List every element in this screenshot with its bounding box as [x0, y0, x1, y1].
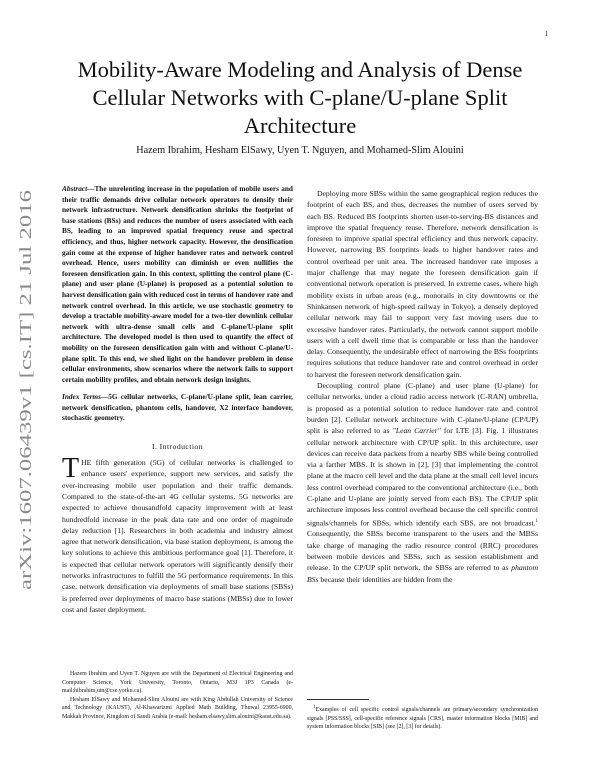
cp-up-split-text-a: Decoupling control plane (C-plane) and user plane (U-plane) for cellular networks, under a cloud radio access network (C-RAN) umbrella, is proposed as a potential solution to reduce handover rate and control burden [2]. Cellular network architecture with C-plane/U-plane (CP/UP) split is also referred to as: [307, 381, 538, 436]
author-affiliation-footnotes: [62, 670, 293, 722]
introduction-text: HE fifth generation (5G) of cellular networks is challenged to enhance users' experience, support new services, and satisfy the ever-increasing mobile user population and their traffic demands. Compared to the state-of-the-art 4G cellular systems, 5G networks are expected to achieve thousandfold capacity improvement with at least hundredfold increase in the peak data rate and one order of magnitude delay reduction [1]. Researchers in both academia and industry almost agree that network densification, via base station deployment, is among the key solutions to achieve this ambitious performance goal [1]. Therefore, it is expected that cellular network operators will significantly densify their networks infrastructures to fulfill the 5G performance requirements. In this case, network densification via deployments of small base stations (SBSs) is preferred over deployments of macro base stations (MBSs) due to lower cost and faster deployment.: [62, 458, 293, 614]
author-list: Hazem Ibrahim, Hesham ElSawy, Uyen T. Nguyen, and Mohamed-Slim Alouini: [136, 145, 464, 156]
cp-up-split-text-c: Consequently, the SBSs become transparent to the users and the MBSs take charge of managing the radio resource control (RRC) procedures between mobile devices and SBSs, such as session establishment and release. In the CP/UP split network, the SBSs are referred to as: [307, 529, 538, 573]
phantom-bs-term: phantom BSs: [307, 563, 538, 584]
page-number: 1: [544, 30, 548, 38]
section-heading-introduction: I. Introduction: [151, 442, 204, 452]
affiliation-footnote-kaust: Hesham ElSawy and Mohamed-Slim Alouini are with King Abdullah University of Science and Technology (KAUST), Al-Khawarizmi Applied Math Building, Thuwal 23955-6900, Makkah Province, Kingdom of Saudi Arabia (e-mail: hesham.elsawy,slim.alouini@kaust.edu.sa).: [62, 696, 293, 720]
cp-up-split-text-b: for LTE [3]. Fig. 1 illustrates cellular network architecture with CP/UP split. In this architecture, user devices can receive data packets from a nearby SBS while being controlled via a farther MBS. It is shown in [2], [3] that implementing the control plane at the macro cell level and the data plane at the small cell level incurs less control overhead compared to the conventional architecture (i.e., both C-plane and U-plane are jointly served from each BS). The CP/UP split architecture imposes less control overhead because the cell specific control signals/channels for SBSs, which identify each SBS, are not broadcast.: [307, 426, 539, 528]
right-column: [307, 188, 538, 585]
arxiv-identifier-stamp: [14, 190, 36, 590]
lean-carrier-term: "Lean Carrier": [392, 426, 441, 436]
control-signal-footnote-text: [307, 704, 538, 732]
cp-up-split-paragraph: [307, 380, 538, 585]
left-column: [62, 184, 293, 615]
control-signal-footnote-marker: 1: [313, 705, 316, 710]
footnote-divider: [307, 699, 369, 700]
title-line-2: Cellular Networks with C-plane/U-plane Split: [92, 85, 508, 110]
abstract-label: Abstract: [62, 184, 88, 193]
index-terms-text: —5G cellular networks, C-plane/U-plane split, lean carrier, network densification, phantom cells, handover, X2 interface handover, stochastic geometry.: [62, 392, 293, 423]
index-terms-label: Index Terms: [62, 392, 101, 402]
paper-title: [40, 56, 560, 140]
title-line-3: Architecture: [243, 113, 357, 138]
abstract-text: —The unrelenting increase in the population of mobile users and their traffic demands drive cellular network operators to densify their network infrastructure. Network densification shrinks the footprint of base stations (BSs) and reduces the number of users associated with each BS, leading to an improved spatial frequency reuse and spectral efficiency, and thus, higher network capacity. However, the densification gain come at the expense of higher handover rates and network control overhead. Hence, users mobility can diminish or even nullifies the foreseen densification gain. In this context, splitting the control plane (C-plane) and user plane (U-plane) is proposed as a potential solution to harvest densification gain with reduced cost in terms of handover rate and network control overhead. In this article, we use stochastic geometry to develop a tractable mobility-aware model for a two-tier downlink cellular network with ultra-dense small cells and C-plane/U-plane split architecture. The developed model is then used to quantify the effect of mobility on the foreseen densification gain with and without C-plane/U-plane split. To this end, we shed light on the handover problem in dense cellular environments, show scenarios where the network fails to support certain mobility profiles, and obtain network design insights.: [62, 184, 293, 384]
affiliation-footnote-york: Hazem Ibrahim and Uyen T. Nguyen are with the Department of Electrical Engineering and Computer Science, York University, Toronto, Ontario, M3J 1P3 Canada (e-mail:hibrahim,utn@cse.yorku.ca).: [62, 671, 293, 695]
title-line-1: Mobility-Aware Modeling and Analysis of Dense: [77, 57, 523, 82]
footnote-marker: 1: [535, 518, 538, 524]
drop-cap-letter: T: [62, 453, 80, 485]
cp-up-split-text-d: because their identities are hidden from the: [318, 574, 453, 584]
control-signal-footnote: [307, 704, 538, 732]
arxiv-identifier-text: arXiv:1607.06439v1 [cs.IT] 21 Jul 2016: [16, 315, 35, 590]
densification-paragraph: Deploying more SBSs within the same geographical region reduces the footprint of each BS, and thus, decreases the number of users served by each BS. Reduced BS footprints shorten user-to-serving-BS distances and improve the spatial frequency reuse. Therefore, network densification is foreseen to improve spatial spectral efficiency and thus network capacity. However, narrowing BS footprints leads to higher handover rates and control overhead per unit area. The increased handover rate imposes a major challenge that may negate the foreseen densification gain if conventional network operation is preserved. In extreme cases, where high mobility exists in urban areas (e.g., monorails in city downtowns or the Shinkansen network of high-speed railway in Tokyo), a densely deployed cellular network may fail to support very fast moving users due to excessive handover rates. Particularly, the network cannot support mobile users with a cell dwell time that is comparable or less than the handover delay. Consequently, the undesirable effect of narrowing the BSs footprints requires solutions that reduce handover rate and control overhead in order to harvest the foreseen network densification gain.: [307, 189, 538, 379]
control-signal-footnote-body: Examples of cell specific control signals/channels are primary/secondary synchronization signals [PSS/SSS], cell-specific reference signals [CRS], master information blocks [MIB] and system information blocks [SIB] (see [2], [3] for details).: [307, 706, 538, 731]
index-terms: [62, 392, 293, 424]
abstract: [62, 184, 293, 385]
introduction-paragraph: [62, 453, 293, 615]
